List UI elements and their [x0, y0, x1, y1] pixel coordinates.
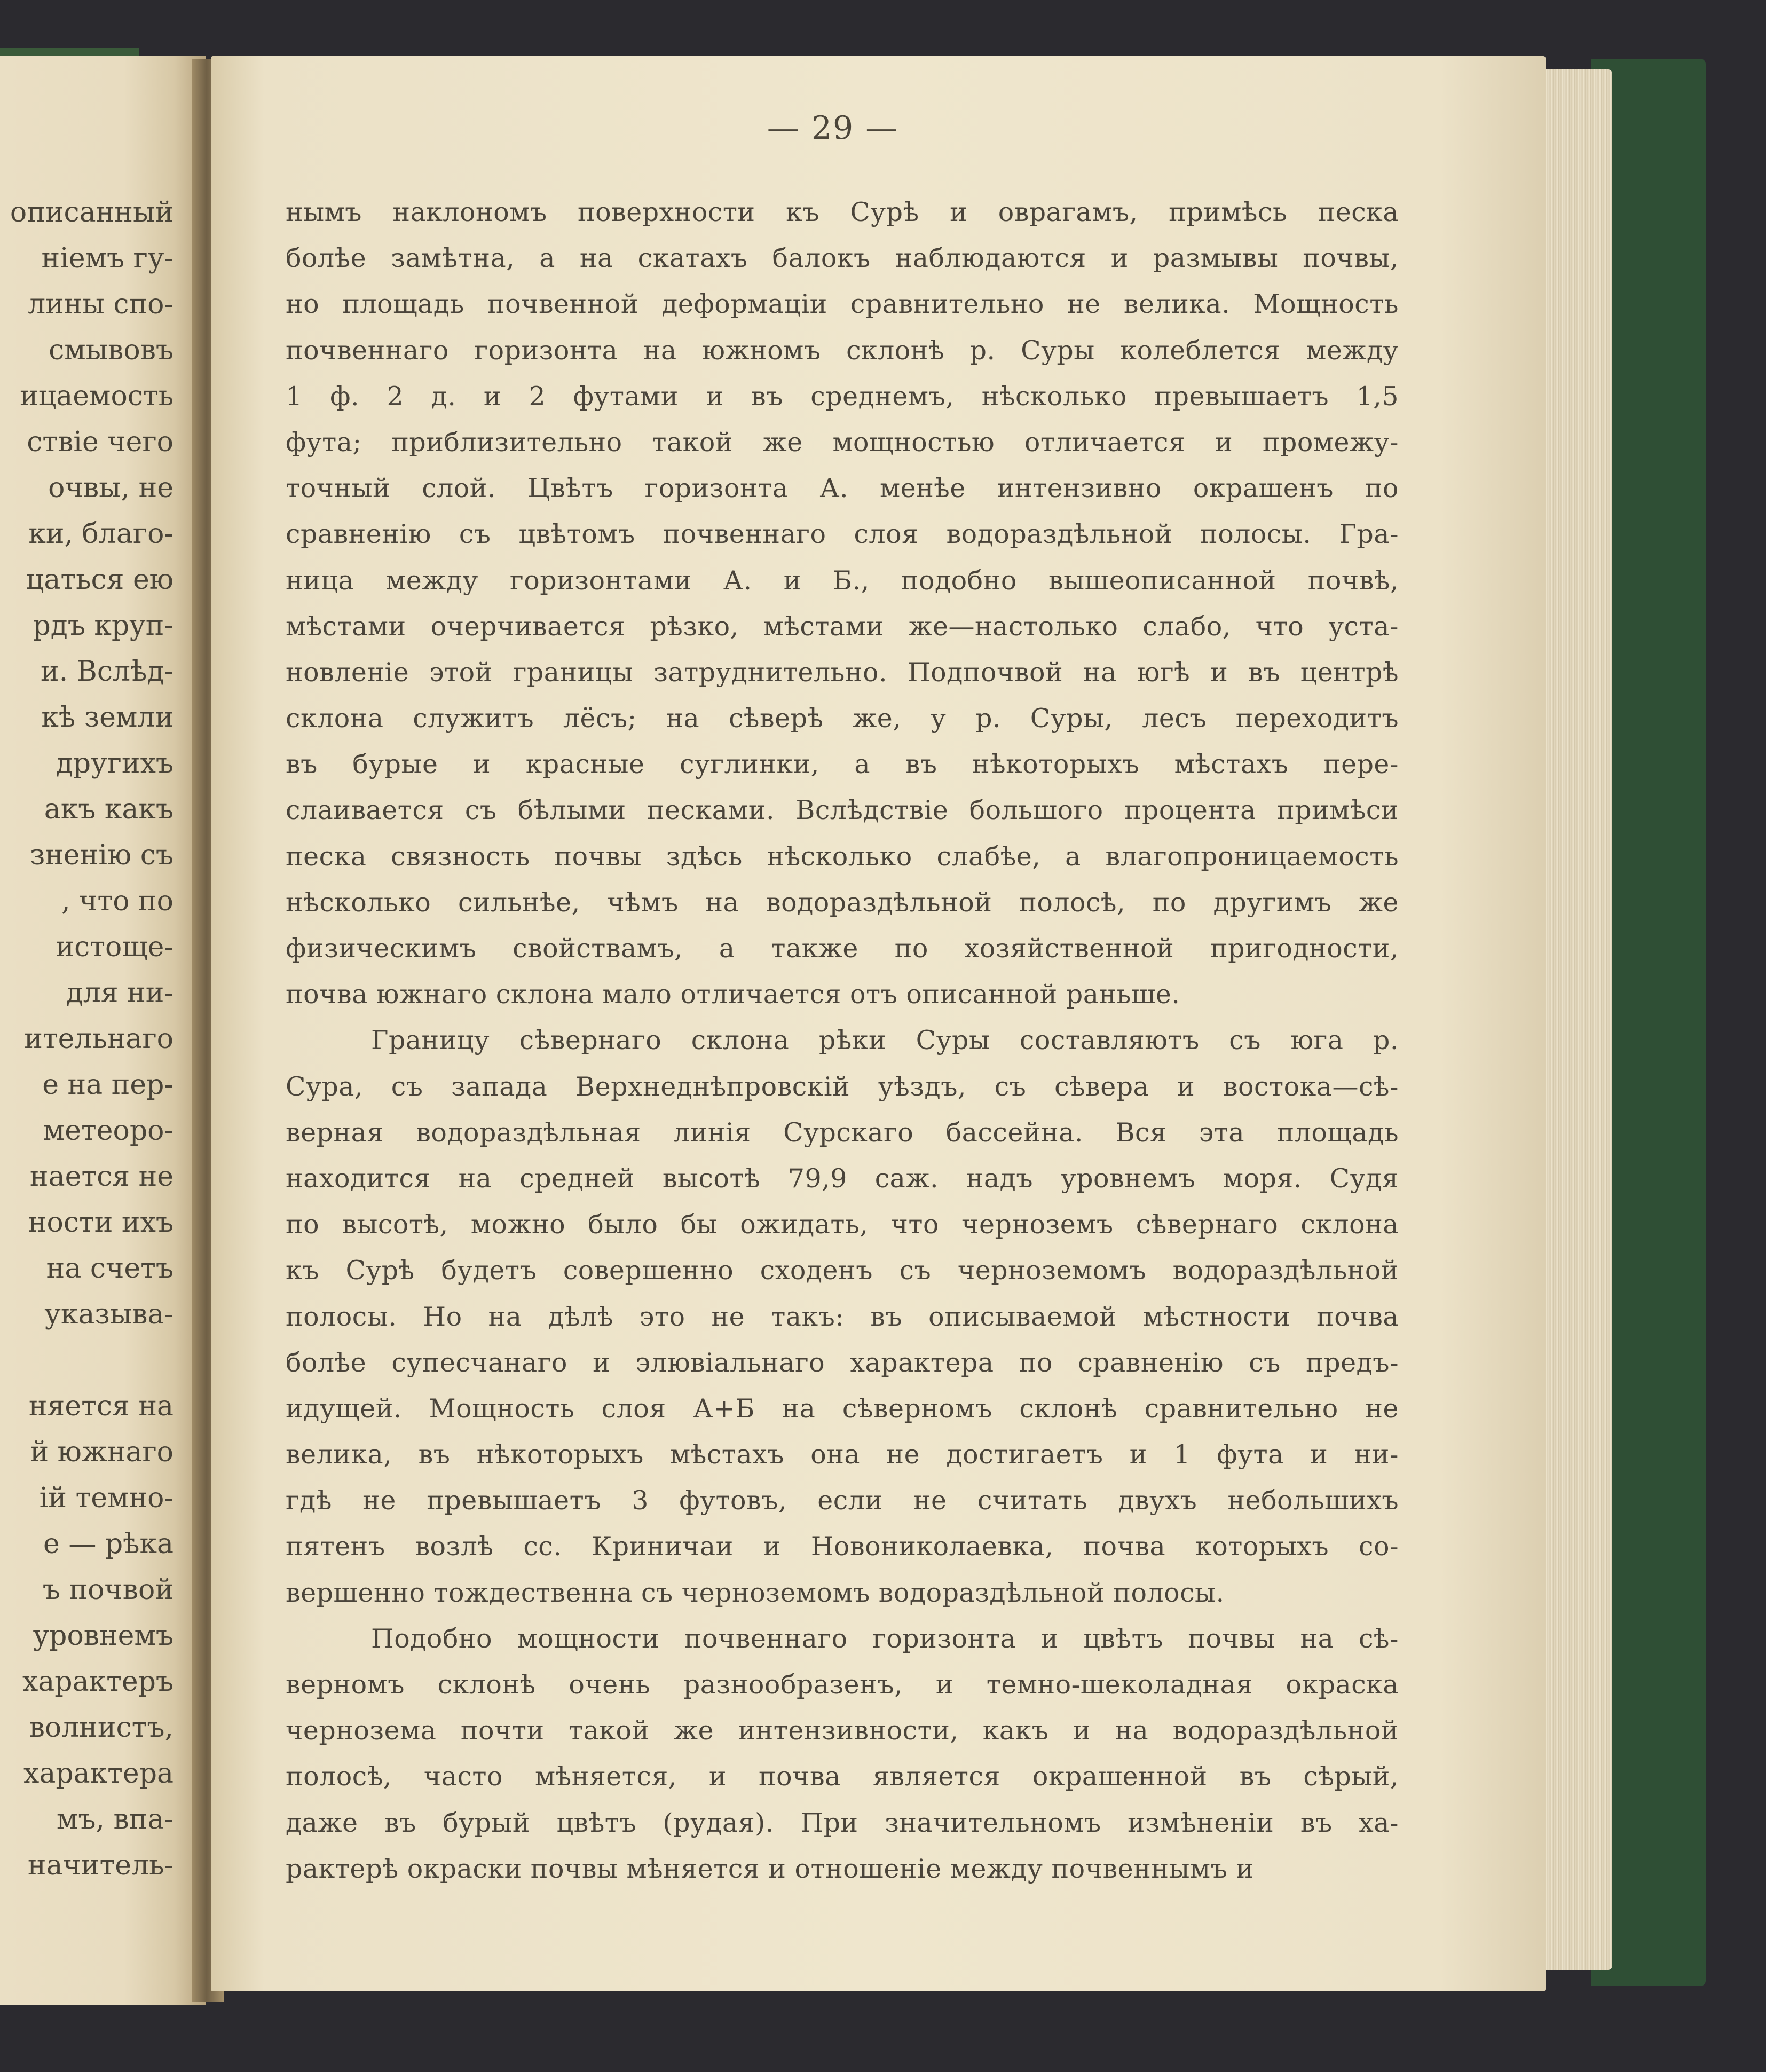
left-page-line: ительнаго	[24, 1023, 174, 1055]
paragraph	[286, 1018, 1399, 1616]
left-page-line	[0, 1337, 174, 1383]
left-page-line: лины спо-	[28, 288, 174, 320]
left-page-line: метеоро-	[43, 1115, 174, 1147]
left-page-line: , что по	[61, 885, 174, 917]
text-line: нымъ наклономъ поверхности къ Сурѣ и оврагамъ, примѣсь песка	[286, 197, 1399, 227]
left-page-line: ствіе чего	[27, 426, 174, 458]
page-number: — 29 —	[767, 109, 899, 147]
text-line: вершенно тождественна съ черноземомъ водораздѣльной полосы.	[286, 1577, 1225, 1608]
left-page-line: смывовъ	[49, 334, 174, 366]
text-line: слаивается съ бѣлыми песками. Вслѣдствіе большого процента примѣси	[286, 795, 1399, 826]
paragraph	[286, 1616, 1399, 1892]
text-line: полосѣ, часто мѣняется, и почва является окрашенной въ сѣрый,	[286, 1761, 1399, 1792]
text-line: рактерѣ окраски почвы мѣняется и отношеніе между почвеннымъ и	[286, 1853, 1254, 1884]
text-line: верная водораздѣльная линія Сурскаго бассейна. Вся эта площадь	[286, 1117, 1399, 1148]
left-page-line: е — рѣка	[43, 1528, 174, 1560]
text-line: нѣсколько сильнѣе, чѣмъ на водораздѣльной полосѣ, по другимъ же	[286, 887, 1399, 918]
text-line: болѣе супесчанаго и элювіальнаго характера по сравненію съ предъ-	[286, 1347, 1399, 1378]
text-line: Границу сѣвернаго склона рѣки Суры составляютъ съ юга р.	[371, 1025, 1399, 1056]
text-line: 1 ф. 2 д. и 2 футами и въ среднемъ, нѣсколько превышаетъ 1,5	[286, 381, 1399, 412]
left-page-line: истоще-	[56, 931, 174, 963]
text-line: гдѣ не превышаетъ 3 футовъ, если не считать двухъ небольшихъ	[286, 1485, 1399, 1516]
left-page-line: нается не	[29, 1161, 174, 1193]
left-page-line: начитель-	[27, 1849, 174, 1881]
left-page-line: й южнаго	[30, 1436, 174, 1468]
left-page-line: ій темно-	[39, 1482, 174, 1514]
left-page	[0, 56, 206, 2005]
text-line: но площадь почвенной деформаціи сравнительно не велика. Мощность	[286, 289, 1399, 320]
text-line: ница между горизонтами А. и Б., подобно вышеописанной почвѣ,	[286, 565, 1399, 596]
paragraph	[286, 190, 1399, 1018]
text-line: верномъ склонѣ очень разнообразенъ, и темно-шеколадная окраска	[286, 1669, 1399, 1700]
text-line: пятенъ возлѣ сс. Криничаи и Новониколаевка, почва которыхъ со-	[286, 1531, 1399, 1562]
left-page-line: описанный	[10, 196, 174, 229]
left-page-line: для ни-	[66, 977, 174, 1009]
left-page-line: зненію съ	[29, 839, 174, 871]
left-page-line: ки, благо-	[28, 518, 174, 550]
left-page-line: волнистъ,	[29, 1712, 174, 1744]
left-page-line: характера	[23, 1758, 174, 1790]
left-page-line: е на пер-	[42, 1069, 174, 1101]
text-line: находится на средней высотѣ 79,9 саж. надъ уровнемъ моря. Судя	[286, 1163, 1399, 1194]
text-line: мѣстами очерчивается рѣзко, мѣстами же—настолько слабо, что уста-	[286, 611, 1399, 642]
left-page-line: очвы, не	[48, 472, 174, 504]
left-page-line: ъ почвой	[42, 1574, 174, 1606]
text-line: Сура, съ запада Верхнеднѣпровскій уѣздъ, съ сѣвера и востока—сѣ-	[286, 1071, 1399, 1102]
left-page-line: и. Вслѣд-	[40, 656, 174, 688]
text-line: даже въ бурый цвѣтъ (рудая). При значительномъ измѣненіи въ ха-	[286, 1807, 1399, 1838]
text-line: въ бурые и красные суглинки, а въ нѣкоторыхъ мѣстахъ пере-	[286, 749, 1399, 780]
left-page-line: акъ какъ	[44, 793, 174, 825]
left-page-line: уровнемъ	[33, 1620, 174, 1652]
text-line: точный слой. Цвѣтъ горизонта А. менѣе интензивно окрашенъ по	[286, 473, 1399, 504]
left-page-line: указыва-	[44, 1298, 174, 1330]
text-line: полосы. Но на дѣлѣ это не такъ: въ описываемой мѣстности почва	[286, 1301, 1399, 1332]
left-page-line: няется на	[28, 1390, 174, 1422]
left-page-line: мъ, впа-	[56, 1803, 174, 1835]
left-page-text-fragments	[0, 190, 174, 1888]
text-line: велика, въ нѣкоторыхъ мѣстахъ она не достигаетъ и 1 фута и ни-	[286, 1439, 1399, 1470]
text-line: новленіе этой границы затруднительно. Подпочвой на югѣ и въ центрѣ	[286, 657, 1399, 688]
text-line: песка связность почвы здѣсь нѣсколько слабѣе, а влагопроницаемость	[286, 841, 1399, 872]
text-line: идущей. Мощность слоя А+Б на сѣверномъ склонѣ сравнительно не	[286, 1393, 1399, 1424]
left-page-line: на счетъ	[46, 1252, 174, 1285]
left-page-line: характеръ	[22, 1666, 174, 1698]
left-page-line: ніемъ гу-	[41, 242, 174, 274]
left-page-line: цаться ею	[26, 564, 174, 596]
text-line: почвеннаго горизонта на южномъ склонѣ р. Суры колеблется между	[286, 335, 1399, 366]
text-line: склона служитъ лёсъ; на сѣверѣ же, у р. Суры, лесъ переходитъ	[286, 703, 1399, 734]
page-body-text	[286, 190, 1399, 1892]
text-line: сравненію съ цвѣтомъ почвеннаго слоя водораздѣльной полосы. Гра-	[286, 519, 1399, 550]
text-line: къ Сурѣ будетъ совершенно сходенъ съ черноземомъ водораздѣльной	[286, 1255, 1399, 1286]
left-page-line: рдъ круп-	[33, 610, 174, 642]
text-line: болѣе замѣтна, а на скатахъ балокъ наблюдаются и размывы почвы,	[286, 243, 1399, 274]
text-line: фута; приблизительно такой же мощностью отличается и промежу-	[286, 427, 1399, 458]
text-line: почва южнаго склона мало отличается отъ описанной раньше.	[286, 979, 1180, 1010]
text-line: Подобно мощности почвеннаго горизонта и цвѣтъ почвы на сѣ-	[371, 1623, 1399, 1654]
left-page-line: ности ихъ	[28, 1207, 174, 1239]
text-line: чернозема почти такой же интензивности, какъ и на водораздѣльной	[286, 1715, 1399, 1746]
left-page-line: другихъ	[56, 747, 174, 779]
left-page-line: ицаемость	[20, 380, 174, 412]
left-page-line: кѣ земли	[41, 702, 174, 734]
text-line: физическимъ свойствамъ, а также по хозяйственной пригодности,	[286, 933, 1399, 964]
text-line: по высотѣ, можно было бы ожидать, что черноземъ сѣвернаго склона	[286, 1209, 1399, 1240]
